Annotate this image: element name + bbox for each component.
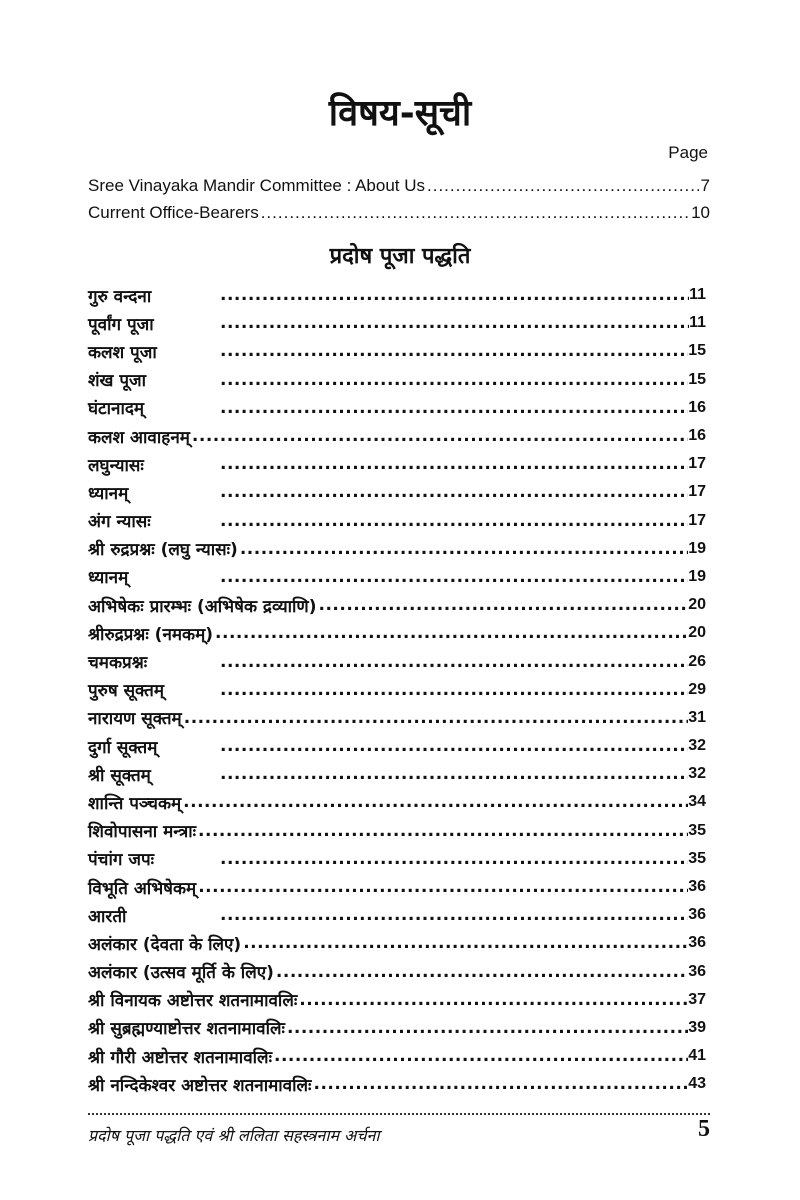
toc-entry-title: चमकप्रश्नः [88,653,148,674]
toc-entry[interactable] [88,647,706,675]
footer-page-number: 5 [698,1116,710,1142]
page-column-label: Page [668,143,708,162]
toc-entry[interactable] [88,281,706,309]
toc-entry-title: लघुन्यासः [88,455,144,476]
dot-leader [220,454,688,474]
dot-leader [220,905,688,925]
toc-entry[interactable] [88,986,706,1014]
toc-entry-title: Sree Vinayaka Mandir Committee : About Us [88,176,426,195]
toc-entry-title: अभिषेकः प्रारम्भः (अभिषेक द्रव्याणि) [88,596,317,617]
footer-divider [88,1113,710,1115]
dot-leader [220,764,688,784]
toc-entry-title: श्री रुद्रप्रश्नः (लघु न्यासः) [88,540,238,561]
dot-leader [220,482,688,502]
dot-leader [220,313,689,333]
toc-entry[interactable] [88,337,706,365]
dot-leader [261,202,689,224]
toc-entry-office-bearers[interactable] [88,202,710,224]
toc-entry-page: 41 [688,1047,706,1065]
toc-entry-title: श्री सूक्तम् [88,765,151,786]
toc-entry-about-us[interactable] [88,175,710,197]
toc-entry[interactable] [88,394,706,422]
toc-entry-title: आरती [88,906,127,927]
toc-entry-title: विभूति अभिषेकम् [88,878,197,899]
toc-entry[interactable] [88,788,706,816]
dot-leader [220,849,688,869]
toc-entry[interactable] [88,366,706,394]
toc-entry-title: कलश आवाहनम् [88,427,190,448]
toc-entry-page: 11 [689,286,706,304]
toc-entry[interactable] [88,873,706,901]
toc-entry-title: शान्ति पञ्चकम् [88,793,182,814]
toc-entry-page: 17 [688,455,706,473]
toc-entry[interactable] [88,478,706,506]
toc-entry-page: 34 [688,793,706,811]
dot-leader [192,426,688,446]
dot-leader [220,398,688,418]
toc-entry[interactable] [88,591,706,619]
toc-entry-title: ध्यानम् [88,483,129,504]
toc-entry[interactable] [88,760,706,788]
toc-entry-page: 15 [688,370,706,388]
toc-entry-page: 37 [688,990,706,1008]
dot-leader [276,962,688,982]
toc-entry[interactable] [88,563,706,591]
toc-entry-title: श्री गौरी अष्टोत्तर शतनामावलिः [88,1047,273,1068]
toc-entry-title: दुर्गा सूक्तम् [88,737,158,758]
dot-leader [240,539,688,559]
toc-entry-page: 15 [688,342,706,360]
toc-entry-title: पूर्वांग पूजा [88,314,154,335]
section-heading: प्रदोष पूजा पद्धति [329,244,471,269]
toc-entry-page: 36 [688,906,706,924]
toc-entry-page: 36 [688,934,706,952]
dot-leader [183,792,688,812]
toc-entry[interactable] [88,1042,706,1070]
toc-entry-title: श्री विनायक अष्टोत्तर शतनामावलिः [88,991,298,1012]
toc-entry[interactable] [88,958,706,986]
dot-leader [319,595,689,615]
toc-entry[interactable] [88,450,706,478]
dot-leader [220,285,689,305]
toc-entry[interactable] [88,929,706,957]
toc-entry-page: 17 [688,511,706,529]
toc-entry[interactable] [88,422,706,450]
toc-entry-page: 7 [700,176,710,195]
toc-entry-title: शिवोपासना मन्त्राः [88,822,197,843]
dot-leader [220,680,688,700]
toc-entry-title: पुरुष सूक्तम् [88,681,165,702]
toc-entry[interactable] [88,1014,706,1042]
toc-entry[interactable] [88,619,706,647]
dot-leader [220,341,688,361]
dot-leader [314,1074,689,1094]
table-of-contents [88,281,706,1098]
toc-entry-title: श्री नन्दिकेश्वर अष्टोत्तर शतनामावलिः [88,1075,312,1096]
toc-entry[interactable] [88,676,706,704]
toc-entry-page: 29 [688,680,706,698]
toc-entry-page: 16 [688,427,706,445]
toc-entry-page: 35 [688,821,706,839]
dot-leader [220,370,688,390]
toc-entry-title: Current Office-Bearers [88,203,259,222]
toc-entry[interactable] [88,535,706,563]
footer-book-title: प्रदोष पूजा पद्धति एवं श्री ललिता सहस्त्रनाम अर्चना [88,1126,380,1145]
toc-entry-page: 19 [688,567,706,585]
dot-leader [215,623,688,643]
dot-leader [427,175,699,197]
toc-entry-page: 32 [688,737,706,755]
toc-entry-title: अलंकार (देवता के लिए) [88,934,242,955]
dot-leader [220,736,688,756]
toc-entry[interactable] [88,309,706,337]
dot-leader [243,933,688,953]
toc-entry[interactable] [88,817,706,845]
toc-entry-page: 43 [688,1075,706,1093]
toc-entry[interactable] [88,1070,706,1098]
toc-entry[interactable] [88,704,706,732]
toc-entry-title: नारायण सूक्तम् [88,709,182,730]
page-title: विषय-सूची [328,93,472,134]
toc-entry-title: श्रीरुद्रप्रश्नः (नमकम्) [88,624,214,645]
toc-entry-page: 11 [689,314,706,332]
toc-entry[interactable] [88,901,706,929]
toc-entry-page: 20 [688,596,706,614]
dot-leader [220,511,688,531]
toc-entry-title: ध्यानम् [88,568,129,589]
toc-entry[interactable] [88,507,706,535]
toc-entry[interactable] [88,732,706,760]
toc-entry-page: 39 [688,1018,706,1036]
toc-entry-page: 26 [688,652,706,670]
toc-entry-page: 20 [688,624,706,642]
toc-entry-page: 10 [691,203,710,222]
dot-leader [184,708,688,728]
toc-entry-page: 19 [688,539,706,557]
toc-entry-title: पंचांग जपः [88,850,155,871]
dot-leader [198,877,688,897]
toc-entry-title: श्री सुब्रह्मण्याष्टोत्तर शतनामावलिः [88,1019,285,1040]
dot-leader [274,1046,688,1066]
toc-entry[interactable] [88,845,706,873]
toc-entry-page: 16 [688,398,706,416]
dot-leader [299,990,688,1010]
toc-entry-title: घंटानादम् [88,399,145,420]
toc-entry-title: अंग न्यासः [88,512,151,533]
dot-leader [220,652,688,672]
dot-leader [220,567,688,587]
toc-entry-page: 17 [688,483,706,501]
toc-entry-title: शंख पूजा [88,371,147,392]
toc-entry-title: कलश पूजा [88,342,157,363]
toc-entry-title: गुरु वन्दना [88,286,152,307]
toc-entry-page: 31 [688,708,706,726]
toc-entry-page: 35 [688,849,706,867]
dot-leader [198,821,688,841]
toc-entry-title: अलंकार (उत्सव मूर्ति के लिए) [88,963,274,984]
toc-entry-page: 36 [688,962,706,980]
dot-leader [287,1018,688,1038]
toc-entry-page: 32 [688,765,706,783]
toc-entry-page: 36 [688,878,706,896]
